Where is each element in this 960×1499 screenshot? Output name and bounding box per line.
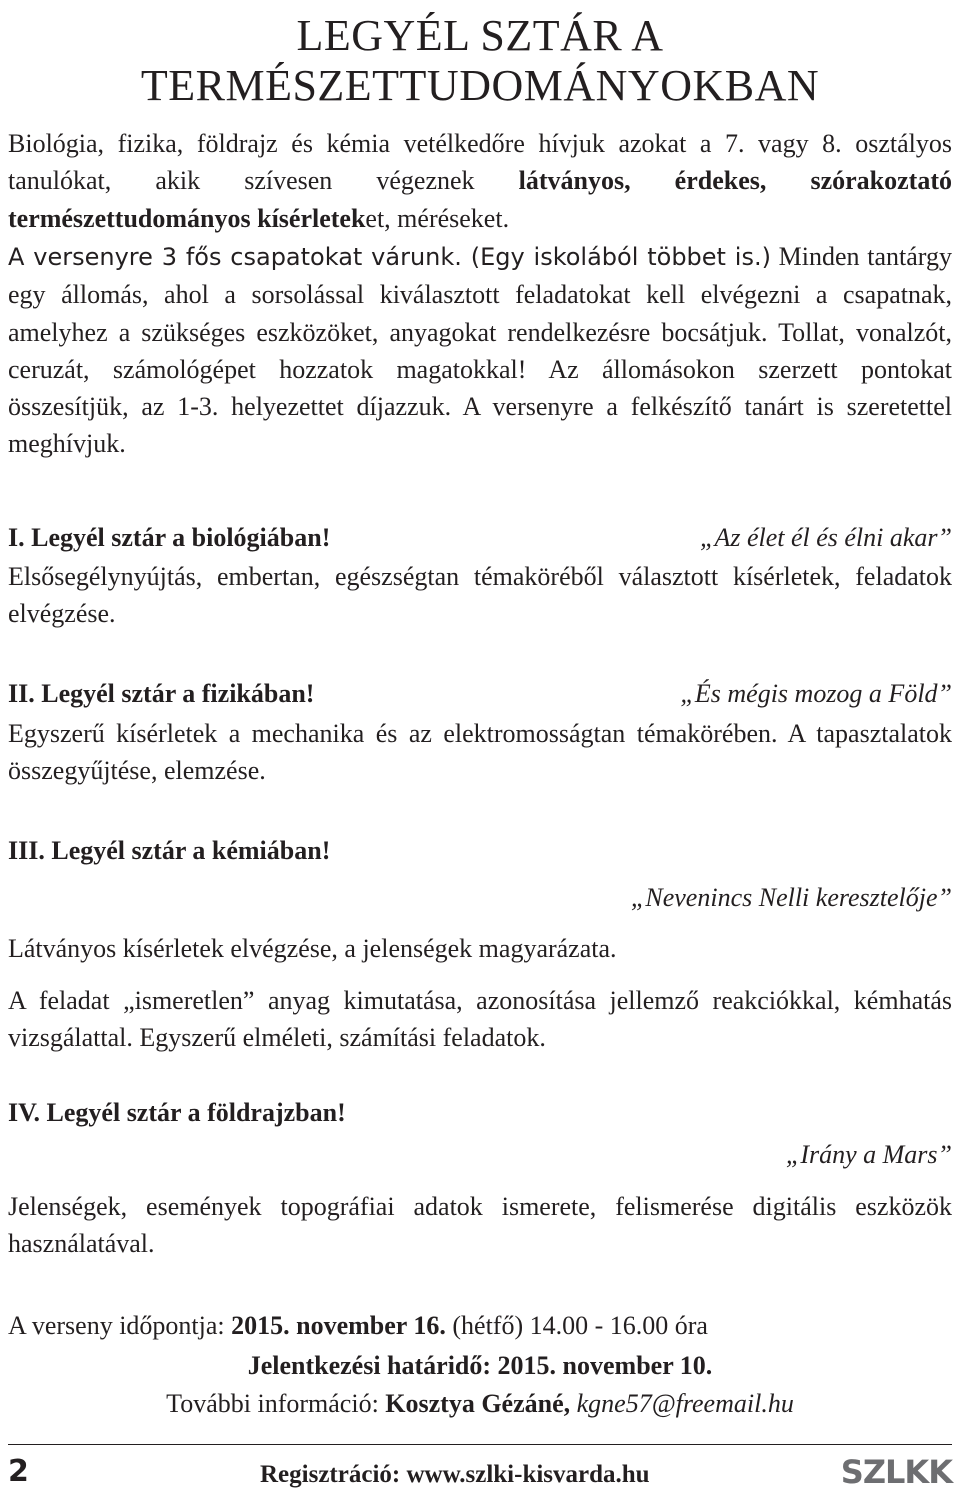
page-number: 2 bbox=[8, 1454, 29, 1489]
contact-info bbox=[0, 1386, 960, 1422]
page-title-line1: LEGYÉL SZTÁR A bbox=[296, 11, 664, 60]
contact-email-link[interactable]: kgne57@freemail.hu bbox=[576, 1389, 794, 1418]
intro-text-c: et, méréseket. bbox=[365, 203, 510, 233]
section-heading-chemistry: III. Legyél sztár a kémiában! bbox=[8, 836, 331, 865]
section-motto-physics: „És mégis mozog a Föld” bbox=[680, 679, 952, 708]
section-text-chemistry: Látványos kísérletek elvégzése, a jelenségek magyarázata. bbox=[8, 934, 617, 963]
szlkk-logo: SZLKK bbox=[840, 1453, 952, 1491]
section-motto-biology: „Az élet él és élni akar” bbox=[699, 523, 952, 552]
contact-label: További információ: bbox=[166, 1389, 386, 1418]
section-text-biology: Elsősegélynyújtás, embertan, egészségtan témaköréből választott kísérletek, feladatok elvégzése. bbox=[8, 562, 952, 629]
section-text2-chemistry: A feladat „ismeretlen” anyag kimutatása, azonosítása jellemző reakciókkal, kémhatás vizsgálattal. Egyszerű elméleti, számítási feladatok. bbox=[8, 986, 952, 1053]
event-date bbox=[8, 1308, 952, 1344]
section-motto-chemistry: „Nevenincs Nelli keresztelője” bbox=[630, 883, 952, 912]
intro-text-a: Biológia, fizika, földrajz és kémia vetélkedőre hívjuk azokat a 7. vagy 8. osztályos tanulókat, akik szívesen végeznek bbox=[8, 129, 952, 196]
intro-text-team: A versenyre 3 fős csapatokat várunk. (Egy iskolából többet is.) bbox=[8, 243, 771, 271]
intro-text-rules: Minden tantárgy egy állomás, ahol a sorsolással kiválasztott feladatokat kell elvégezni a csapatnak, amelyhez a szükséges eszközöket, anyagokat rendelkezésre bocsátjuk. Tollat, vonalzót, ceruzát, számológépet hozzatok magatokkal! Az állomásokon szerzett pontokat összesítjük, az 1-3. helyezettet díjazzuk. A versenyre a felkészítő tanárt is szeretettel meghívjuk. bbox=[8, 242, 952, 459]
intro-text-bold: látványos, érdekes, szórakoztató természettudományos kísérletek bbox=[8, 166, 952, 233]
section-text-geography: Jelenségek, események topográfiai adatok ismerete, felismerése digitális eszközök használatával. bbox=[8, 1192, 952, 1259]
registration-deadline: Jelentkezési határidő: 2015. november 10. bbox=[247, 1351, 713, 1380]
section-heading-physics: II. Legyél sztár a fizikában! bbox=[8, 679, 315, 708]
section-motto-geography: „Irány a Mars” bbox=[785, 1140, 952, 1169]
page-title-line2: TERMÉSZETTUDOMÁNYOKBAN bbox=[140, 61, 820, 110]
intro-paragraph-1 bbox=[8, 125, 952, 237]
footer-divider bbox=[8, 1444, 952, 1445]
section-text-physics: Egyszerű kísérletek a mechanika és az elektromosságtan témakörében. A tapasztalatok összegyűjtése, elemzése. bbox=[8, 719, 952, 786]
event-date-value: 2015. november 16. bbox=[231, 1311, 446, 1340]
section-heading-geography: IV. Legyél sztár a földrajzban! bbox=[8, 1098, 346, 1127]
event-date-label: A verseny időpontja: bbox=[8, 1311, 232, 1340]
section-heading-biology: I. Legyél sztár a biológiában! bbox=[8, 523, 331, 552]
intro-paragraph-2 bbox=[8, 238, 952, 463]
registration-link[interactable]: Regisztráció: www.szlki-kisvarda.hu bbox=[260, 1461, 650, 1488]
contact-name: Kosztya Gézáné, bbox=[385, 1389, 571, 1418]
event-time: (hétfő) 14.00 - 16.00 óra bbox=[445, 1311, 708, 1340]
